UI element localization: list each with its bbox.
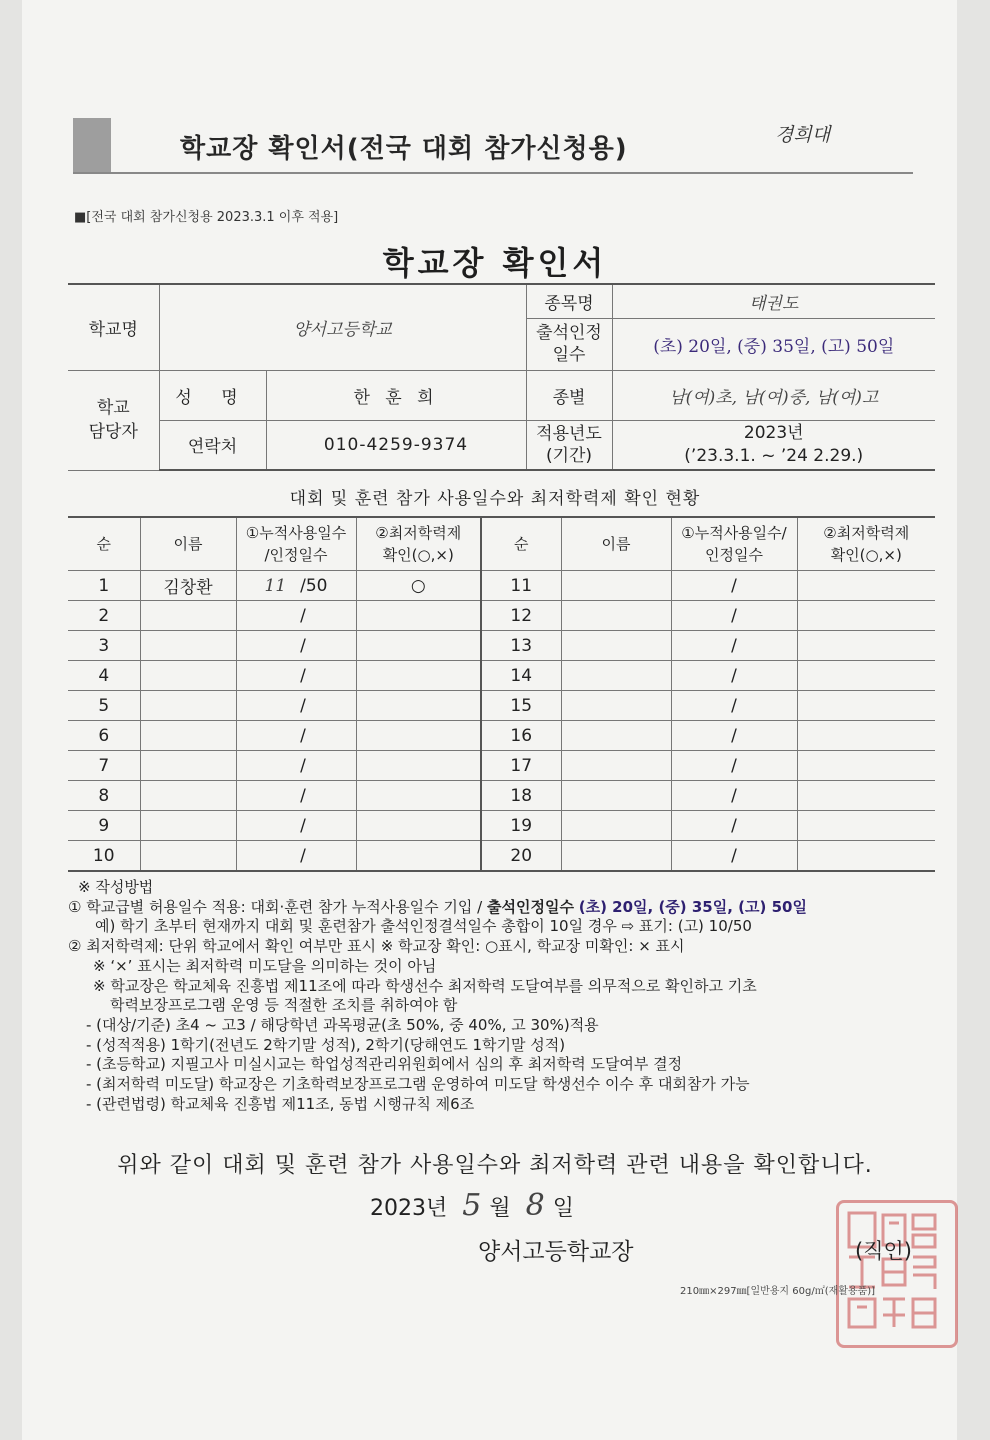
contact-value: 010-4259-9374	[266, 420, 526, 470]
row-name	[140, 661, 236, 691]
row-days-2: /	[671, 841, 797, 872]
row-days-value: /	[300, 695, 306, 716]
table-row	[68, 571, 935, 601]
row-days	[236, 811, 356, 841]
row-no: 3	[68, 631, 140, 661]
row-no: 5	[68, 691, 140, 721]
row-days-2: /	[671, 751, 797, 781]
gender-value: 남(여)초, 남(여)중, 남(여)고	[612, 370, 935, 420]
detail-3: - (초등학교) 지필고사 미실시교는 학업성적관리위원회에서 심의 후 최저학력 도달여부 결정	[86, 1055, 683, 1074]
row-no: 7	[68, 751, 140, 781]
row-no: 4	[68, 661, 140, 691]
row-used-handwritten: 11	[264, 575, 287, 596]
year-value: 2023년	[743, 422, 804, 443]
row-days-2: /	[671, 661, 797, 691]
school-name-label: 학교명	[68, 284, 159, 370]
row-no-2: 17	[481, 751, 561, 781]
table-row	[68, 691, 935, 721]
note-2-b1: ※ 학교장은 학교체육 진흥법 제11조에 따라 학생선수 최저학력 도달여부를 의무적으로 확인하고 기초	[93, 976, 757, 995]
row-days-2: /	[671, 631, 797, 661]
row-min-academic-2	[797, 811, 935, 841]
staff-name-value: 한 훈 희	[266, 370, 526, 420]
row-name-2	[561, 691, 671, 721]
detail-4: - (최저학력 미도달) 학교장은 기초학력보장프로그램 운영하여 미도달 학생선수 이수 후 대회참가 가능	[86, 1075, 750, 1094]
seal-glyphs	[839, 1203, 949, 1339]
row-min-academic-2	[797, 571, 935, 601]
row-min-academic-2	[797, 601, 935, 631]
row-no-2: 20	[481, 841, 561, 872]
notes-title: ※ 작성방법	[78, 878, 154, 896]
table-row	[68, 631, 935, 661]
status-title: 대회 및 훈련 참가 사용일수와 최저학력제 확인 현황	[289, 489, 701, 509]
header-min-academic: ②최저학력제 확인(○,×)	[356, 517, 481, 571]
row-name	[140, 781, 236, 811]
row-no: 6	[68, 721, 140, 751]
row-name	[140, 811, 236, 841]
detail-2: - (성적적용) 1학기(전년도 2학기말 성적), 2학기(당해연도 1학기말 성적)	[86, 1035, 566, 1054]
note-2: ② 최저학력제: 단위 학교에서 확인 여부만 표시 ※ 학교장 확인: ○표시, 학교장 미확인: × 표시	[68, 937, 685, 956]
date-year: 2023년	[370, 1196, 448, 1221]
row-no-2: 11	[481, 571, 561, 601]
header-days: ①누적사용일수 /인정일수	[236, 517, 356, 571]
note-1-bold: 출석인정일수	[487, 897, 574, 916]
table-row	[68, 661, 935, 691]
row-days-value: /	[300, 845, 306, 866]
row-min-academic	[356, 661, 481, 691]
row-name	[140, 631, 236, 661]
note-1	[68, 898, 938, 918]
row-name-2	[561, 571, 671, 601]
sport-label: 종목명	[526, 284, 612, 318]
date-day-unit: 일	[552, 1196, 574, 1221]
row-min-academic-2	[797, 781, 935, 811]
row-days-2: /	[671, 571, 797, 601]
title-band	[73, 118, 111, 174]
header-no: 순	[68, 517, 140, 571]
note-2-a: ※ ‘×’ 표시는 최저학력 미도달을 의미하는 것이 아님	[93, 956, 437, 975]
writing-instructions	[68, 878, 938, 1114]
row-days	[236, 661, 356, 691]
year-label: 적용년도 (기간)	[526, 420, 612, 470]
row-name: 김창환	[140, 571, 236, 601]
row-no: 1	[68, 571, 140, 601]
row-days-value: /	[300, 665, 306, 686]
paper-spec-footer: 210㎜×297㎜[일반용지 60g/㎡(재활용품)]	[680, 1286, 876, 1297]
contact-label: 연락처	[159, 420, 266, 470]
table-row	[68, 601, 935, 631]
row-days	[236, 781, 356, 811]
row-days	[236, 691, 356, 721]
table-row	[68, 811, 935, 841]
row-no-2: 18	[481, 781, 561, 811]
row-days-value: /	[300, 725, 306, 746]
row-no-2: 14	[481, 661, 561, 691]
row-days-value: /	[300, 635, 306, 656]
row-min-academic-2	[797, 631, 935, 661]
row-min-academic-2	[797, 751, 935, 781]
row-name-2	[561, 721, 671, 751]
row-name	[140, 751, 236, 781]
seal-label: (직인)	[855, 1239, 912, 1263]
row-days-2: /	[671, 781, 797, 811]
row-days-2: /	[671, 601, 797, 631]
row-days-2: /	[671, 721, 797, 751]
note-1-text: ① 학교급별 허용일수 적용: 대회·훈련 참가 누적사용일수 기입 /	[68, 897, 487, 916]
row-min-academic	[356, 781, 481, 811]
row-days-value: /	[300, 605, 306, 626]
row-no: 10	[68, 841, 140, 872]
row-days-value: /	[300, 755, 306, 776]
row-days	[236, 841, 356, 872]
row-min-academic	[356, 691, 481, 721]
date-month-unit: 월	[489, 1196, 511, 1221]
row-days	[236, 751, 356, 781]
sport-value: 태권도	[612, 284, 935, 318]
table-row	[68, 781, 935, 811]
row-name-2	[561, 811, 671, 841]
note-1-days: (초) 20일, (중) 35일, (고) 50일	[578, 897, 807, 916]
main-title: 학교장 확인서	[382, 244, 608, 282]
row-no-2: 19	[481, 811, 561, 841]
row-min-academic-2	[797, 661, 935, 691]
form-subheading: ■[전국 대회 참가신청용 2023.3.1 이후 적용]	[74, 210, 339, 225]
attendance-label: 출석인정 일수	[526, 318, 612, 370]
row-no: 2	[68, 601, 140, 631]
school-name-value: 양서고등학교	[159, 284, 526, 370]
row-name	[140, 721, 236, 751]
header-min-academic-2: ②최저학력제 확인(○,×)	[797, 517, 935, 571]
table-row	[68, 721, 935, 751]
row-name-2	[561, 781, 671, 811]
header-name-2: 이름	[561, 517, 671, 571]
row-name-2	[561, 631, 671, 661]
gender-label: 종별	[526, 370, 612, 420]
row-min-academic	[356, 721, 481, 751]
row-min-academic	[356, 601, 481, 631]
row-name-2	[561, 841, 671, 872]
info-table	[68, 283, 935, 471]
table-row	[68, 841, 935, 872]
year-cell	[612, 420, 935, 470]
row-days-value: /	[300, 815, 306, 836]
row-min-academic	[356, 841, 481, 872]
header-days-2: ①누적사용일수/ 인정일수	[671, 517, 797, 571]
signature-date	[370, 1188, 574, 1223]
attendance-value: (초) 20일, (중) 35일, (고) 50일	[612, 318, 935, 370]
row-min-academic	[356, 811, 481, 841]
period-value: (’23.3.1. ~ ’24 2.29.)	[684, 445, 864, 466]
row-days	[236, 601, 356, 631]
document-header-title: 학교장 확인서(전국 대회 참가신청용)	[180, 134, 628, 164]
date-day-handwritten: 8	[525, 1188, 545, 1223]
row-min-academic: ○	[356, 571, 481, 601]
row-min-academic-2	[797, 691, 935, 721]
official-seal-stamp	[836, 1200, 958, 1348]
row-no-2: 16	[481, 721, 561, 751]
status-table	[68, 516, 935, 872]
handwritten-school-note: 경희대	[775, 124, 831, 146]
row-days	[236, 571, 356, 601]
row-no: 9	[68, 811, 140, 841]
confirmation-statement: 위와 같이 대회 및 훈련 참가 사용일수와 최저학력 관련 내용을 확인합니다.	[117, 1153, 873, 1178]
note-1-example: 예) 학기 초부터 현재까지 대회 및 훈련참가 출석인정결석일수 총합이 10일 경우 ⇨ 표기: (고) 10/50	[95, 917, 752, 936]
detail-5: - (관련법령) 학교체육 진흥법 제11조, 동법 시행규칙 제6조	[86, 1094, 475, 1113]
row-name-2	[561, 751, 671, 781]
row-days-value: /	[300, 785, 306, 806]
header-name: 이름	[140, 517, 236, 571]
detail-1: - (대상/기준) 초4 ~ 고3 / 해당학년 과목평균(초 50%, 중 40%, 고 30%)적용	[86, 1015, 599, 1034]
row-no: 8	[68, 781, 140, 811]
row-min-academic	[356, 631, 481, 661]
row-name-2	[561, 601, 671, 631]
row-name	[140, 601, 236, 631]
row-days-value: /50	[300, 575, 328, 596]
table-row	[68, 751, 935, 781]
title-underline	[73, 172, 913, 174]
row-days-2: /	[671, 811, 797, 841]
row-name	[140, 691, 236, 721]
row-no-2: 13	[481, 631, 561, 661]
note-2-b2: 학력보장프로그램 운영 등 적절한 조치를 취하여야 함	[110, 996, 458, 1015]
row-name	[140, 841, 236, 872]
row-days-2: /	[671, 691, 797, 721]
row-days	[236, 631, 356, 661]
row-min-academic-2	[797, 841, 935, 872]
principal-title: 양서고등학교장	[478, 1239, 634, 1265]
row-min-academic	[356, 751, 481, 781]
row-days	[236, 721, 356, 751]
date-month-handwritten: 5	[462, 1188, 482, 1223]
row-no-2: 15	[481, 691, 561, 721]
header-no-2: 순	[481, 517, 561, 571]
staff-name-label: 성 명	[159, 370, 266, 420]
row-name-2	[561, 661, 671, 691]
row-min-academic-2	[797, 721, 935, 751]
row-no-2: 12	[481, 601, 561, 631]
staff-label: 학교 담당자	[68, 370, 159, 470]
